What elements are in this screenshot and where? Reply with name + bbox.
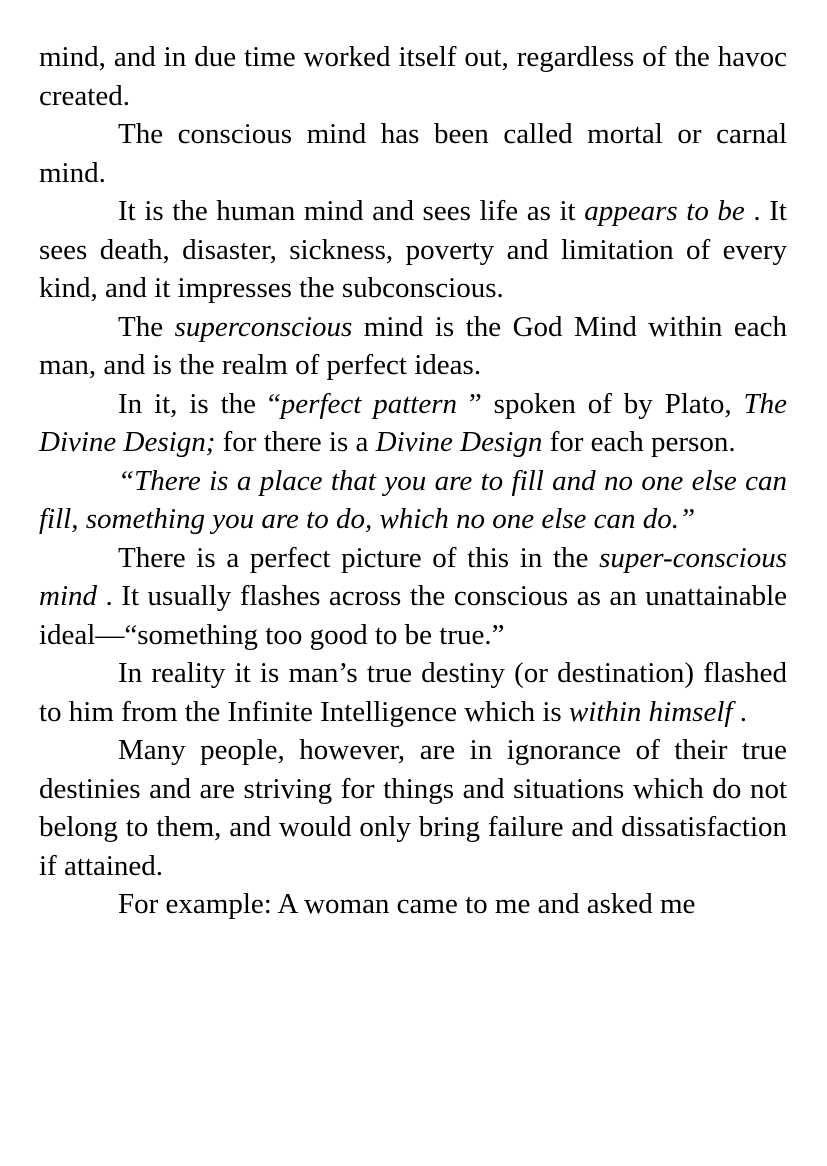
- text-run: for each person.: [542, 426, 736, 458]
- text-run: In reality it is man’s true destiny (or destination) flashed to him from the Infinite Intelligence which is: [39, 657, 787, 728]
- italic-text-run: Divine Design: [375, 426, 543, 458]
- text-run: It is the human mind and sees life as it: [118, 195, 585, 227]
- paragraph-10: [39, 885, 787, 924]
- paragraph-7: [39, 539, 787, 655]
- text-run: . It sees death, disaster, sickness, poverty and limitation of every kind, and it impresses the subconscious.: [39, 195, 787, 304]
- italic-text-run: perfect pattern: [280, 387, 457, 420]
- italic-text-run: The Divine Design;: [39, 387, 787, 458]
- italic-text-run: superconscious: [174, 310, 353, 343]
- text-run: for there is a: [215, 426, 376, 458]
- text-run: mind is the God Mind within each man, and is the realm of perfect ideas.: [39, 310, 787, 381]
- text-run: In it, is the “: [118, 387, 281, 420]
- text-run: . It usually flashes across the conscious as an unattainable ideal—“something too good to be true.”: [39, 580, 787, 651]
- text-run: The: [118, 310, 175, 343]
- paragraph-6-quote: [39, 462, 787, 539]
- paragraph-5: [39, 385, 787, 462]
- paragraph-9: [39, 731, 787, 885]
- paragraph-3: [39, 192, 787, 308]
- text-run: .: [732, 695, 747, 728]
- italic-text-run: “There is a place that you are to fill and no one else can fill, something you are to do, which no one else can do.”: [39, 464, 787, 535]
- text-run: There is a perfect picture of this in the: [118, 541, 600, 574]
- text-run: ” spoken of by Plato,: [457, 387, 744, 420]
- text-run: mind, and in due time worked itself out, regardless of the havoc created.: [39, 41, 787, 112]
- italic-text-run: super-conscious mind: [39, 541, 787, 612]
- paragraph-1: [39, 38, 787, 115]
- paragraph-2: [39, 115, 787, 192]
- italic-text-run: appears to be: [584, 195, 745, 227]
- text-run: For example: A woman came to me and asked me: [118, 888, 696, 920]
- paragraph-8: [39, 654, 787, 731]
- text-run: Many people, however, are in ignorance of their true destinies and are striving for things and situations which do not belong to them, and would only bring failure and dissatisfaction if attained.: [39, 734, 787, 882]
- page-body: [39, 38, 787, 924]
- paragraph-4: [39, 308, 787, 385]
- text-run: The conscious mind has been called mortal or carnal mind.: [39, 118, 787, 189]
- italic-text-run: within himself: [568, 695, 733, 728]
